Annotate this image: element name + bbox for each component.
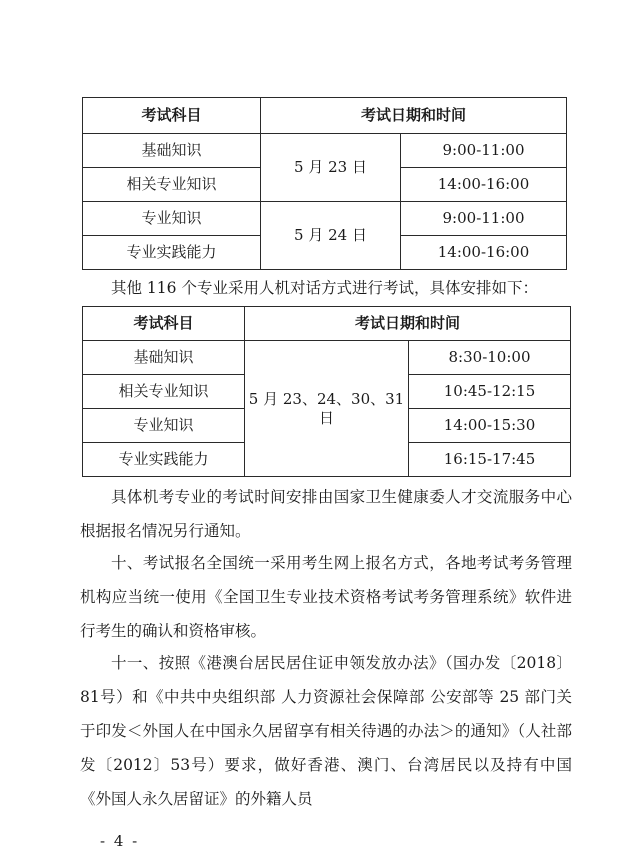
date-line-2: 日 bbox=[318, 408, 334, 427]
intro-paragraph: 其他 116 个专业采用人机对话方式进行考试，具体安排如下： bbox=[111, 279, 538, 297]
subject-cell: 专业实践能力 bbox=[83, 236, 261, 270]
time-cell: 10:45-12:15 bbox=[409, 375, 571, 409]
time-cell: 8:30-10:00 bbox=[409, 341, 571, 375]
table-row bbox=[83, 341, 571, 375]
date-cell: 5 月 24 日 bbox=[261, 202, 401, 270]
table-row bbox=[83, 202, 567, 236]
exam-schedule-table-1 bbox=[82, 97, 567, 270]
time-cell: 14:00-16:00 bbox=[401, 236, 567, 270]
time-cell: 14:00-16:00 bbox=[401, 168, 567, 202]
table-row bbox=[83, 134, 567, 168]
item-10-paragraph: 十、考试报名全国统一采用考生网上报名方式，各地考试考务管理机构应当统一使用《全国卫生专业技术资格考试考务管理系统》软件进行考生的确认和资格审核。 bbox=[80, 554, 572, 640]
subject-cell: 基础知识 bbox=[83, 134, 261, 168]
subject-cell: 相关专业知识 bbox=[83, 375, 245, 409]
time-cell: 16:15-17:45 bbox=[409, 443, 571, 477]
item-11-paragraph: 十一、按照《港澳台居民居住证申领发放办法》（国办发〔2018〕81号）和《中共中央组织部 人力资源社会保障部 公安部等 25 部门关于印发＜外国人在中国永久居留享有相关待遇的办法＞的通知》（人社部发〔2012〕53号）要求，做好香港、澳门、台湾居民以及持有中国《外国人永久居留证》的外籍人员 bbox=[80, 654, 572, 808]
subject-cell: 专业知识 bbox=[83, 202, 261, 236]
header-subject: 考试科目 bbox=[83, 98, 261, 134]
header-datetime: 考试日期和时间 bbox=[245, 307, 571, 341]
time-cell: 9:00-11:00 bbox=[401, 202, 567, 236]
subject-cell: 基础知识 bbox=[83, 341, 245, 375]
notice-paragraph: 具体机考专业的考试时间安排由国家卫生健康委人才交流服务中心根据报名情况另行通知。 bbox=[80, 488, 572, 540]
subject-cell: 相关专业知识 bbox=[83, 168, 261, 202]
subject-cell: 专业实践能力 bbox=[83, 443, 245, 477]
date-line-1: 5 月 23、24、30、31 bbox=[248, 389, 405, 408]
date-cell bbox=[245, 341, 409, 477]
page-number: - 4 - bbox=[100, 832, 140, 850]
time-cell: 9:00-11:00 bbox=[401, 134, 567, 168]
table-header-row bbox=[83, 98, 567, 134]
header-datetime: 考试日期和时间 bbox=[261, 98, 567, 134]
time-cell: 14:00-15:30 bbox=[409, 409, 571, 443]
exam-schedule-table-2 bbox=[82, 306, 571, 477]
table-header-row bbox=[83, 307, 571, 341]
subject-cell: 专业知识 bbox=[83, 409, 245, 443]
date-cell: 5 月 23 日 bbox=[261, 134, 401, 202]
header-subject: 考试科目 bbox=[83, 307, 245, 341]
